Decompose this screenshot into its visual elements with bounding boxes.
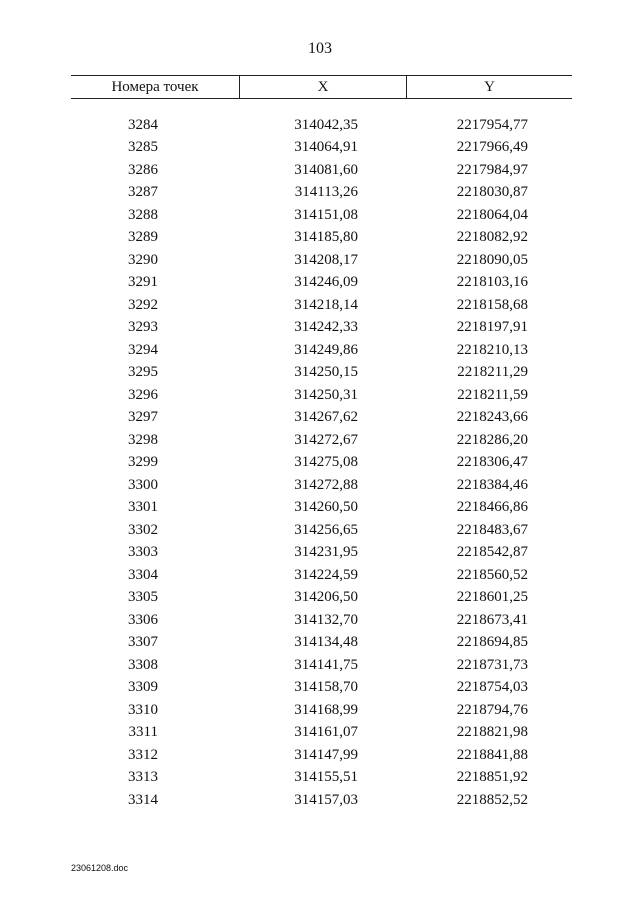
y-coordinate-cell: 2218601,25 xyxy=(456,589,528,606)
y-coordinate-cell: 2218286,20 xyxy=(456,431,528,448)
y-coordinate-cell: 2218306,47 xyxy=(456,454,528,471)
table-row xyxy=(71,227,572,250)
y-coordinate-cell: 2217984,97 xyxy=(456,161,528,178)
table-row xyxy=(71,114,572,137)
table-row xyxy=(71,789,572,812)
x-coordinate-cell: 314246,09 xyxy=(294,274,358,291)
y-coordinate-cell: 2218384,46 xyxy=(456,476,528,493)
point-number-cell: 3303 xyxy=(128,544,158,561)
header-x: X xyxy=(240,76,407,98)
x-coordinate-cell: 314272,67 xyxy=(294,431,358,448)
y-coordinate-cell: 2218542,87 xyxy=(456,544,528,561)
y-coordinate-cell: 2218731,73 xyxy=(456,656,528,673)
y-coordinate-cell: 2218673,41 xyxy=(456,611,528,628)
table-row xyxy=(71,204,572,227)
table-row xyxy=(71,767,572,790)
point-number-cell: 3302 xyxy=(128,521,158,538)
table-row xyxy=(71,497,572,520)
x-coordinate-cell: 314168,99 xyxy=(294,701,358,718)
x-coordinate-cell: 314042,35 xyxy=(294,116,358,133)
table-row xyxy=(71,519,572,542)
y-coordinate-cell: 2218211,29 xyxy=(457,364,528,381)
y-coordinate-cell: 2218064,04 xyxy=(456,206,528,223)
y-coordinate-cell: 2218841,88 xyxy=(456,746,528,763)
point-number-cell: 3288 xyxy=(128,206,158,223)
point-number-cell: 3287 xyxy=(128,184,158,201)
point-number-cell: 3304 xyxy=(128,566,158,583)
y-coordinate-cell: 2218560,52 xyxy=(456,566,528,583)
x-coordinate-cell: 314185,80 xyxy=(294,229,358,246)
point-number-cell: 3284 xyxy=(128,116,158,133)
y-coordinate-cell: 2218030,87 xyxy=(456,184,528,201)
y-coordinate-cell: 2218851,92 xyxy=(456,769,528,786)
point-number-cell: 3307 xyxy=(128,634,158,651)
point-number-cell: 3314 xyxy=(128,791,158,808)
table-row xyxy=(71,699,572,722)
y-coordinate-cell: 2218852,52 xyxy=(456,791,528,808)
table-row xyxy=(71,609,572,632)
table-row xyxy=(71,249,572,272)
x-coordinate-cell: 314141,75 xyxy=(294,656,358,673)
table-row xyxy=(71,182,572,205)
point-number-cell: 3290 xyxy=(128,251,158,268)
x-coordinate-cell: 314242,33 xyxy=(294,319,358,336)
x-coordinate-cell: 314208,17 xyxy=(294,251,358,268)
y-coordinate-cell: 2218694,85 xyxy=(456,634,528,651)
x-coordinate-cell: 314272,88 xyxy=(294,476,358,493)
coordinates-table-body xyxy=(71,114,572,812)
page-number: 103 xyxy=(308,40,332,57)
x-coordinate-cell: 314132,70 xyxy=(294,611,358,628)
point-number-cell: 3310 xyxy=(128,701,158,718)
table-row xyxy=(71,722,572,745)
table-row xyxy=(71,542,572,565)
table-row xyxy=(71,137,572,160)
x-coordinate-cell: 314155,51 xyxy=(294,769,358,786)
y-coordinate-cell: 2218210,13 xyxy=(456,341,528,358)
x-coordinate-cell: 314224,59 xyxy=(294,566,358,583)
point-number-cell: 3292 xyxy=(128,296,158,313)
point-number-cell: 3286 xyxy=(128,161,158,178)
table-row xyxy=(71,384,572,407)
y-coordinate-cell: 2218197,91 xyxy=(456,319,528,336)
y-coordinate-cell: 2217966,49 xyxy=(456,139,528,156)
table-row xyxy=(71,654,572,677)
table-row xyxy=(71,407,572,430)
y-coordinate-cell: 2218466,86 xyxy=(456,499,528,516)
point-number-cell: 3301 xyxy=(128,499,158,516)
x-coordinate-cell: 314206,50 xyxy=(294,589,358,606)
point-number-cell: 3298 xyxy=(128,431,158,448)
y-coordinate-cell: 2218158,68 xyxy=(456,296,528,313)
table-row xyxy=(71,677,572,700)
point-number-cell: 3289 xyxy=(128,229,158,246)
y-coordinate-cell: 2218103,16 xyxy=(456,274,528,291)
point-number-cell: 3308 xyxy=(128,656,158,673)
table-row xyxy=(71,587,572,610)
x-coordinate-cell: 314275,08 xyxy=(294,454,358,471)
x-coordinate-cell: 314231,95 xyxy=(294,544,358,561)
point-number-cell: 3305 xyxy=(128,589,158,606)
point-number-cell: 3293 xyxy=(128,319,158,336)
table-row xyxy=(71,632,572,655)
point-number-cell: 3313 xyxy=(128,769,158,786)
x-coordinate-cell: 314151,08 xyxy=(294,206,358,223)
y-coordinate-cell: 2218243,66 xyxy=(456,409,528,426)
table-row xyxy=(71,564,572,587)
table-row xyxy=(71,744,572,767)
point-number-cell: 3306 xyxy=(128,611,158,628)
y-coordinate-cell: 2218090,05 xyxy=(456,251,528,268)
x-coordinate-cell: 314134,48 xyxy=(294,634,358,651)
table-row xyxy=(71,317,572,340)
y-coordinate-cell: 2218483,67 xyxy=(456,521,528,538)
x-coordinate-cell: 314267,62 xyxy=(294,409,358,426)
header-point-number: Номера точек xyxy=(71,76,240,98)
y-coordinate-cell: 2218754,03 xyxy=(456,679,528,696)
x-coordinate-cell: 314256,65 xyxy=(294,521,358,538)
point-number-cell: 3294 xyxy=(128,341,158,358)
x-coordinate-cell: 314250,31 xyxy=(294,386,358,403)
y-coordinate-cell: 2218794,76 xyxy=(456,701,528,718)
x-coordinate-cell: 314113,26 xyxy=(294,184,358,201)
point-number-cell: 3299 xyxy=(128,454,158,471)
table-row xyxy=(71,362,572,385)
document-filename: 23061208.doc xyxy=(71,863,129,873)
header-y: Y xyxy=(484,78,495,95)
x-coordinate-cell: 314161,07 xyxy=(294,724,358,741)
x-coordinate-cell: 314250,15 xyxy=(294,364,358,381)
x-coordinate-cell: 314157,03 xyxy=(294,791,358,808)
x-coordinate-cell: 314260,50 xyxy=(294,499,358,516)
table-header xyxy=(71,75,572,99)
table-row xyxy=(71,159,572,182)
table-row xyxy=(71,272,572,295)
table-row xyxy=(71,474,572,497)
point-number-cell: 3285 xyxy=(128,139,158,156)
point-number-cell: 3291 xyxy=(128,274,158,291)
point-number-cell: 3296 xyxy=(128,386,158,403)
point-number-cell: 3309 xyxy=(128,679,158,696)
x-coordinate-cell: 314218,14 xyxy=(294,296,358,313)
x-coordinate-cell: 314064,91 xyxy=(294,139,358,156)
point-number-cell: 3295 xyxy=(128,364,158,381)
point-number-cell: 3311 xyxy=(128,724,158,741)
table-row xyxy=(71,339,572,362)
x-coordinate-cell: 314249,86 xyxy=(294,341,358,358)
table-row xyxy=(71,429,572,452)
table-row xyxy=(71,294,572,317)
x-coordinate-cell: 314158,70 xyxy=(294,679,358,696)
y-coordinate-cell: 2218082,92 xyxy=(456,229,528,246)
point-number-cell: 3297 xyxy=(128,409,158,426)
x-coordinate-cell: 314081,60 xyxy=(294,161,358,178)
x-coordinate-cell: 314147,99 xyxy=(294,746,358,763)
table-row xyxy=(71,452,572,475)
y-coordinate-cell: 2218821,98 xyxy=(456,724,528,741)
point-number-cell: 3300 xyxy=(128,476,158,493)
y-coordinate-cell: 2218211,59 xyxy=(457,386,528,403)
y-coordinate-cell: 2217954,77 xyxy=(456,116,528,133)
point-number-cell: 3312 xyxy=(128,746,158,763)
